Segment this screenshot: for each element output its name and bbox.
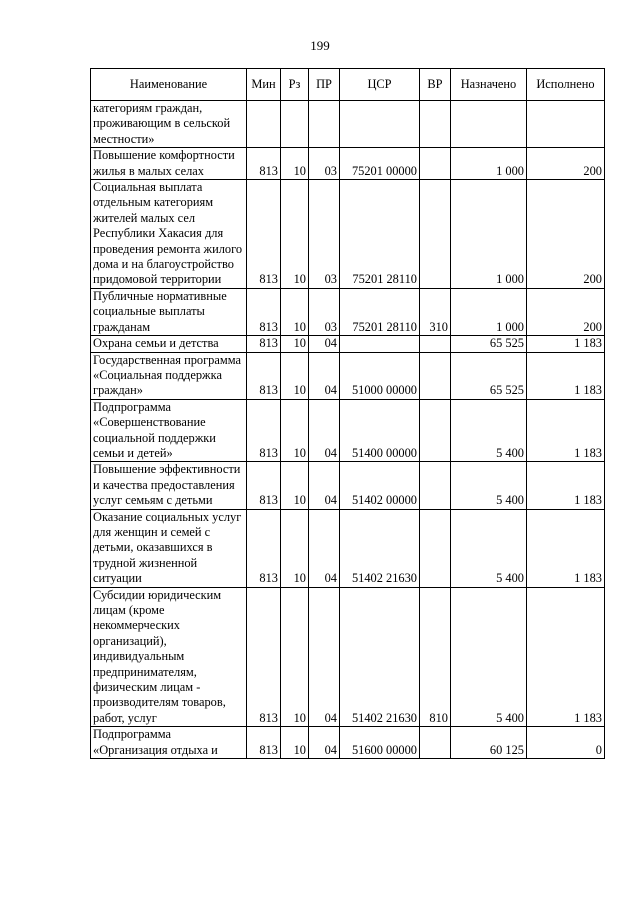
table-row bbox=[91, 509, 605, 587]
cell-rz: 10 bbox=[281, 336, 309, 352]
cell-vr bbox=[420, 509, 451, 587]
cell-pr: 04 bbox=[309, 727, 340, 759]
table-row bbox=[91, 352, 605, 399]
cell-rz: 10 bbox=[281, 148, 309, 180]
cell-executed: 1 183 bbox=[527, 336, 605, 352]
cell-pr: 04 bbox=[309, 587, 340, 727]
cell-rz: 10 bbox=[281, 509, 309, 587]
cell-executed: 1 183 bbox=[527, 399, 605, 462]
cell-name: Субсидии юридическим лицам (кроме некоммерческих организаций), индивидуальным предпринимателям, физическим лицам - производителям товаров, работ, услуг bbox=[91, 587, 247, 727]
cell-min: 813 bbox=[247, 462, 281, 509]
cell-name: Охрана семьи и детства bbox=[91, 336, 247, 352]
cell-vr bbox=[420, 101, 451, 148]
cell-assigned: 65 525 bbox=[451, 352, 527, 399]
header-assigned: Назначено bbox=[451, 69, 527, 101]
cell-rz: 10 bbox=[281, 288, 309, 335]
table-row bbox=[91, 288, 605, 335]
table-row bbox=[91, 727, 605, 759]
cell-rz: 10 bbox=[281, 352, 309, 399]
cell-assigned: 60 125 bbox=[451, 727, 527, 759]
cell-vr bbox=[420, 727, 451, 759]
cell-vr: 310 bbox=[420, 288, 451, 335]
cell-pr: 04 bbox=[309, 336, 340, 352]
cell-executed: 1 183 bbox=[527, 509, 605, 587]
cell-assigned bbox=[451, 101, 527, 148]
cell-vr bbox=[420, 180, 451, 289]
cell-min: 813 bbox=[247, 148, 281, 180]
cell-csr: 51402 21630 bbox=[340, 587, 420, 727]
cell-name: Социальная выплата отдельным категориям жителей малых сел Республики Хакасия для проведения ремонта жилого дома и на благоустройство придомовой территории bbox=[91, 180, 247, 289]
cell-assigned: 5 400 bbox=[451, 587, 527, 727]
cell-min: 813 bbox=[247, 352, 281, 399]
cell-name: Повышение комфортности жилья в малых селах bbox=[91, 148, 247, 180]
cell-min: 813 bbox=[247, 509, 281, 587]
cell-vr bbox=[420, 148, 451, 180]
cell-name: Подпрограмма «Организация отдыха и bbox=[91, 727, 247, 759]
cell-vr: 810 bbox=[420, 587, 451, 727]
cell-name: категориям граждан, проживающим в сельской местности» bbox=[91, 101, 247, 148]
cell-csr: 75201 00000 bbox=[340, 148, 420, 180]
table-row bbox=[91, 462, 605, 509]
header-csr: ЦСР bbox=[340, 69, 420, 101]
cell-min: 813 bbox=[247, 336, 281, 352]
cell-rz: 10 bbox=[281, 587, 309, 727]
table-row bbox=[91, 180, 605, 289]
header-pr: ПР bbox=[309, 69, 340, 101]
cell-rz: 10 bbox=[281, 727, 309, 759]
cell-executed: 200 bbox=[527, 288, 605, 335]
cell-name: Оказание социальных услуг для женщин и семей с детьми, оказавшихся в трудной жизненной ситуации bbox=[91, 509, 247, 587]
cell-assigned: 5 400 bbox=[451, 399, 527, 462]
cell-vr bbox=[420, 399, 451, 462]
cell-executed: 200 bbox=[527, 148, 605, 180]
cell-csr: 51402 21630 bbox=[340, 509, 420, 587]
page-number: 199 bbox=[310, 38, 330, 53]
cell-assigned: 1 000 bbox=[451, 148, 527, 180]
header-vr: ВР bbox=[420, 69, 451, 101]
cell-executed: 1 183 bbox=[527, 462, 605, 509]
cell-rz: 10 bbox=[281, 399, 309, 462]
cell-assigned: 5 400 bbox=[451, 509, 527, 587]
cell-pr: 03 bbox=[309, 148, 340, 180]
header-executed: Исполнено bbox=[527, 69, 605, 101]
cell-assigned: 5 400 bbox=[451, 462, 527, 509]
table-row bbox=[91, 587, 605, 727]
cell-csr: 75201 28110 bbox=[340, 288, 420, 335]
cell-csr: 75201 28110 bbox=[340, 180, 420, 289]
cell-name: Повышение эффективности и качества предоставления услуг семьям с детьми bbox=[91, 462, 247, 509]
cell-assigned: 1 000 bbox=[451, 180, 527, 289]
cell-min: 813 bbox=[247, 180, 281, 289]
cell-executed: 1 183 bbox=[527, 587, 605, 727]
cell-vr bbox=[420, 462, 451, 509]
cell-vr bbox=[420, 352, 451, 399]
header-rz: Рз bbox=[281, 69, 309, 101]
cell-csr: 51400 00000 bbox=[340, 399, 420, 462]
cell-pr: 03 bbox=[309, 288, 340, 335]
cell-rz: 10 bbox=[281, 180, 309, 289]
cell-name: Подпрограмма «Совершенствование социальной поддержки семьи и детей» bbox=[91, 399, 247, 462]
cell-pr: 04 bbox=[309, 462, 340, 509]
table-row bbox=[91, 148, 605, 180]
cell-name: Государственная программа «Социальная поддержка граждан» bbox=[91, 352, 247, 399]
cell-pr: 04 bbox=[309, 352, 340, 399]
cell-csr: 51600 00000 bbox=[340, 727, 420, 759]
cell-min bbox=[247, 101, 281, 148]
table-row bbox=[91, 101, 605, 148]
budget-table bbox=[90, 68, 605, 759]
cell-pr: 03 bbox=[309, 180, 340, 289]
cell-executed: 0 bbox=[527, 727, 605, 759]
cell-executed: 1 183 bbox=[527, 352, 605, 399]
cell-name: Публичные нормативные социальные выплаты гражданам bbox=[91, 288, 247, 335]
cell-csr: 51402 00000 bbox=[340, 462, 420, 509]
table-header-row bbox=[91, 69, 605, 101]
cell-assigned: 1 000 bbox=[451, 288, 527, 335]
cell-csr bbox=[340, 336, 420, 352]
cell-executed bbox=[527, 101, 605, 148]
cell-min: 813 bbox=[247, 587, 281, 727]
cell-pr: 04 bbox=[309, 509, 340, 587]
cell-min: 813 bbox=[247, 288, 281, 335]
cell-executed: 200 bbox=[527, 180, 605, 289]
cell-rz bbox=[281, 101, 309, 148]
cell-min: 813 bbox=[247, 727, 281, 759]
cell-csr: 51000 00000 bbox=[340, 352, 420, 399]
header-name: Наименование bbox=[91, 69, 247, 101]
table-row bbox=[91, 399, 605, 462]
cell-rz: 10 bbox=[281, 462, 309, 509]
cell-pr bbox=[309, 101, 340, 148]
cell-pr: 04 bbox=[309, 399, 340, 462]
table-row bbox=[91, 336, 605, 352]
cell-min: 813 bbox=[247, 399, 281, 462]
header-min: Мин bbox=[247, 69, 281, 101]
cell-vr bbox=[420, 336, 451, 352]
cell-csr bbox=[340, 101, 420, 148]
cell-assigned: 65 525 bbox=[451, 336, 527, 352]
